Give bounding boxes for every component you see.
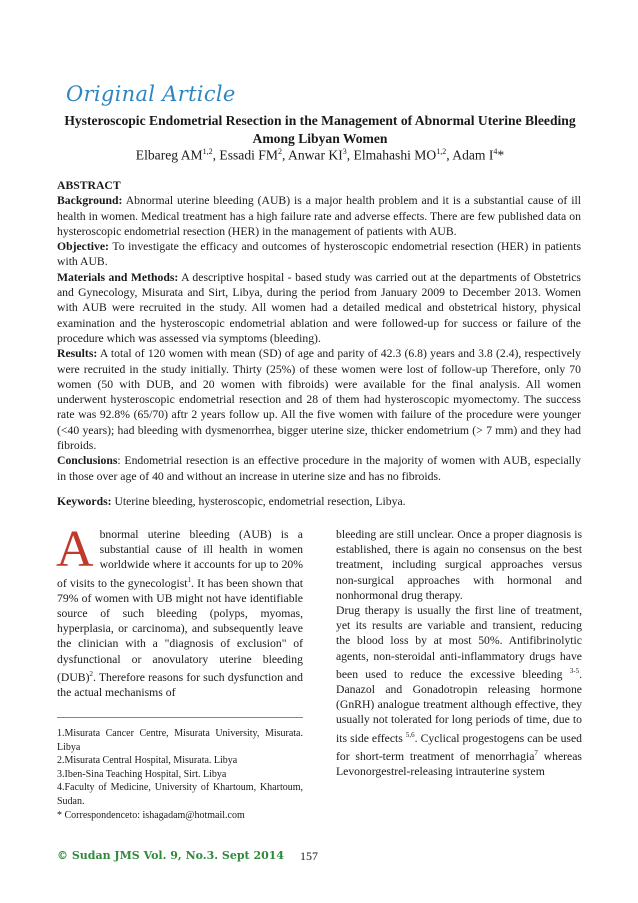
abstract-results [57, 346, 581, 453]
journal-citation: © Sudan JMS Vol. 9, No.3. Sept 2014 [57, 849, 285, 862]
page-number: 157 [300, 849, 318, 863]
author-separator: * [497, 147, 505, 163]
author-separator: , [281, 147, 288, 163]
citation: 5,6 [405, 730, 415, 739]
body-paragraph [56, 521, 304, 700]
section-text: To investigate the efficacy and outcomes of hysteroscopic endometrial resection (HER) in patients with AUB. [57, 240, 581, 269]
footnote-item: 2.Misurata Central Hospital, Misurata. Libya [57, 755, 238, 767]
section-label: Objective: [57, 240, 109, 254]
section-label: Materials and Methods: [57, 270, 179, 284]
section-text: A descriptive hospital - based study was carried out at the departments of Obstetrics and Gynecology, Misurata and Sirt, Libya, during the period from January 2009 to December 2013. Women with AUB were recruited in the study. All women had a detailed medical and obstetrical history, physical examination and the hysteroscopic endometrial ablation and were followed-up for success or failure of the procedure which was assessed via symptoms (bleeding). [57, 270, 581, 345]
citation: 2 [89, 669, 93, 678]
author-affiliation: 4 [493, 147, 498, 156]
section-label: Results: [57, 347, 98, 361]
body-paragraph [336, 603, 582, 779]
author-affiliation: 1,2 [202, 147, 213, 156]
body-text: . Cyclical progestogens can be used for short-term treatment of menorrhagia [336, 731, 582, 763]
footnote-item: 4.Faculty of Medicine, University of Khartoum, Khartoum, Sudan. [57, 782, 303, 807]
body-text: bnormal uterine bleeding (AUB) is a substantial cause of ill health in women worldwide where it accounts for up to 20% of visits to the gynecologist [57, 528, 303, 590]
author-separator: , [446, 147, 453, 163]
body-column-left [56, 521, 304, 700]
drop-cap: A [56, 521, 94, 578]
body-text: whereas Levonorgestrel-releasing intrauterine system [336, 749, 582, 778]
section-text: : Endometrial resection is an effective procedure in the majority of women with AUB, especially in those over age of 40 and without an increase in uterine size and has no fibroids. [57, 454, 581, 483]
section-label: Keywords: [57, 494, 112, 508]
citation: 3-5 [569, 666, 580, 675]
body-text: . Therefore reasons for such dysfunction and the actual mechanisms of [57, 670, 303, 699]
author-name: Adam I [452, 147, 494, 163]
section-text: Uterine bleeding, hysteroscopic, endometrial resection, Libya. [111, 494, 406, 508]
abstract-background [57, 193, 581, 239]
affiliation-footnotes [57, 727, 303, 822]
citation: 1 [187, 575, 192, 584]
author-affiliation: 2 [277, 147, 282, 156]
body-paragraph: bleeding are still unclear. Once a proper diagnosis is established, there is again no consensus on the best treatment, including surgical approaches versus non-surgical approaches with hormonal and nonhormonal drug therapy. [336, 528, 582, 602]
section-text: A total of 120 women with mean (SD) of age and parity of 42.3 (6.8) years and 3.8 (2.4), respectively were recruited in the study initially. Thirty (25%) of these women were lost of follow-up Therefore, only 70 women (50 with DUB, and 20 women with fibroids) were available for the final analysis. All women underwent hysteroscopic endometrial resection and 28 of them had hysteroscopic myomectomy. The success rate was 92.8% (65/70) aftr 2 years follow up. All the five women with failure of the procedure were younger (<40 years); had bleeding with dysmenorrhea, bigger uterine size, thicker endometrium (> 7 mm) and they had fibroids. [57, 347, 581, 453]
author-separator: , [346, 147, 354, 163]
abstract-keywords [57, 494, 581, 509]
author-separator: , [212, 147, 220, 163]
author-affiliation: 3 [342, 147, 347, 156]
article-title: Hysteroscopic Endometrial Resection in the Management of Abnormal Uterine Bleeding Among Libyan Women [64, 113, 576, 146]
footnote-item: 3.Iben-Sina Teaching Hospital, Sirt. Libya [57, 768, 227, 780]
author-name: Essadi FM [219, 147, 278, 163]
article-type-label: Original Article [66, 82, 236, 106]
author-name: Elmahashi MO [353, 147, 437, 163]
body-text: Drug therapy is usually the first line of treatment, yet its results are variable and transient, reducing the blood loss by at most 50%. Antifibrinolytic agents, non-steroidal anti-inflammatory drugs have been used to reduce the excessive bleeding [336, 604, 582, 681]
footnote-item: 1.Misurata Cancer Centre, Misurata University, Misurata. Libya [57, 728, 303, 753]
section-label: Conclusions [57, 454, 118, 468]
abstract [57, 178, 581, 509]
author-affiliation: 1,2 [436, 147, 447, 156]
section-label: Background: [57, 194, 123, 208]
author-name: Elbareg AM [135, 147, 203, 163]
abstract-conclusions [57, 453, 581, 484]
abstract-methods [57, 270, 581, 346]
abstract-heading: ABSTRACT [57, 179, 121, 192]
citation: 7 [534, 748, 538, 757]
abstract-objective [57, 239, 581, 270]
section-text: Abnormal uterine bleeding (AUB) is a major health problem and it is a substantial cause of ill health in women. Medical treatment has a high failure rate and adverse effects. There are few published data on hysteroscopic endometrial resection (HER) in the management of patients with AUB. [57, 194, 581, 238]
footnote-divider [57, 717, 303, 718]
body-text: . It has been shown that 79% of women with UB might not have identifiable source of such bleeding (polyps, myomas, hyperplasia, or carcinoma), and subsequently leave the clinician with a "diagnosis of exclusion" of dysfunctional or anovulatory uterine bleeding (DUB) [57, 576, 304, 684]
body-column-right [336, 527, 582, 779]
author-list [60, 147, 580, 164]
body-text: . Danazol and Gonadotropin releasing hormone (GnRH) analogue treatment although effective, they usually not tolerated for long periods of time, due to its side effects [336, 667, 582, 745]
author-name: Anwar KI [288, 147, 343, 163]
correspondence-note: * Correspondenceto: ishagadam@hotmail.com [57, 809, 245, 821]
